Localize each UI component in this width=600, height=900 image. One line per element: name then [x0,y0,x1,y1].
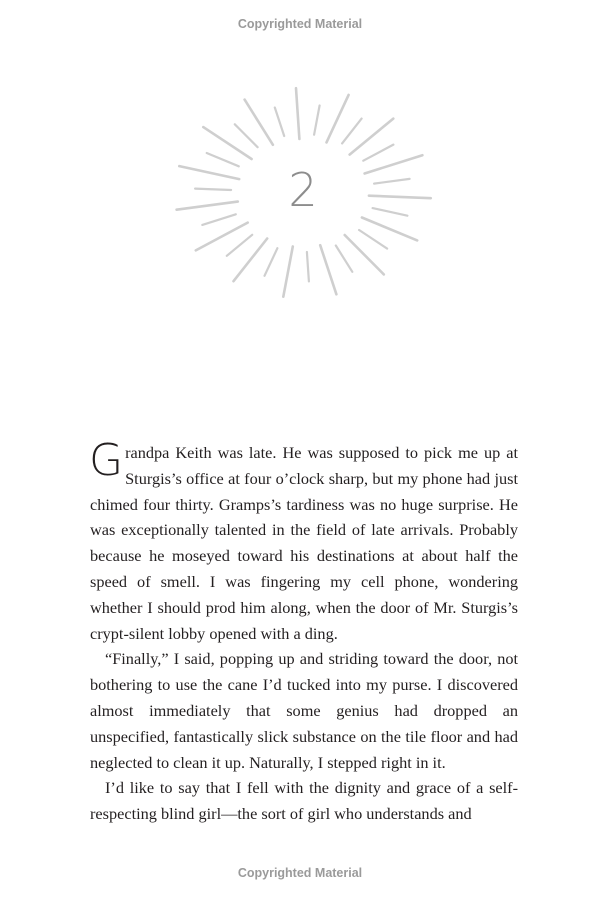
sunburst-ray [365,155,423,173]
sunburst-ray [296,88,299,139]
sunburst-ray [373,208,408,216]
sunburst-ray [336,246,353,272]
sunburst-ray [374,179,410,184]
sunburst-ray [342,119,362,144]
drop-cap: G [89,435,124,486]
sunburst-ray [265,248,278,276]
sunburst-ray [327,95,349,142]
sunburst-ray [359,230,387,249]
paragraph-1-text: randpa Keith was late. He was supposed to pick me up at Sturgis’s office at four o’clock sharp, but my phone had just chimed four thirty. Gramps’s tardiness was no huge surprise. He was exceptionally talented in the field of late arrivals. Probably because he moseyed toward his destinations at about half the speed of smell. I was fingering my cell phone, wondering whether I should prod him along, when the door of Mr. Sturgis’s crypt-silent lobby opened with a ding. [90,443,518,643]
paragraph-1 [89,435,518,646]
sunburst-ray [195,189,231,190]
sunburst-ray [283,247,293,297]
sunburst-ray [207,153,239,166]
sunburst-ray [363,145,393,161]
sunburst-ray [320,245,336,294]
sunburst-ray [227,235,252,256]
sunburst-ray [177,202,238,210]
paragraph-3: I’d like to say that I fell with the dignity and grace of a self-respecting blind girl—the sort of girl who understands and [90,778,518,824]
copyright-watermark-bottom: Copyrighted Material [237,866,363,880]
sunburst-ray [314,106,320,135]
paragraph-2: “Finally,” I said, popping up and striding toward the door, not bothering to use the cane I’d tucked into my purse. I discovered almost immediately that some genius had dropped an unspecified, fantastically slick substance on the tile floor and had neglected to clean it up. Naturally, I stepped right in it. [90,649,518,772]
body-text [89,435,518,827]
sunburst-ray [235,124,258,147]
copyright-watermark-top: Copyrighted Material [237,17,363,31]
sunburst-ray [307,252,309,281]
chapter-number: 2 [288,163,318,217]
sunburst-ray [179,166,239,179]
sunburst-ray [275,108,284,137]
sunburst-ray [202,214,236,225]
sunburst-ray [369,196,431,199]
